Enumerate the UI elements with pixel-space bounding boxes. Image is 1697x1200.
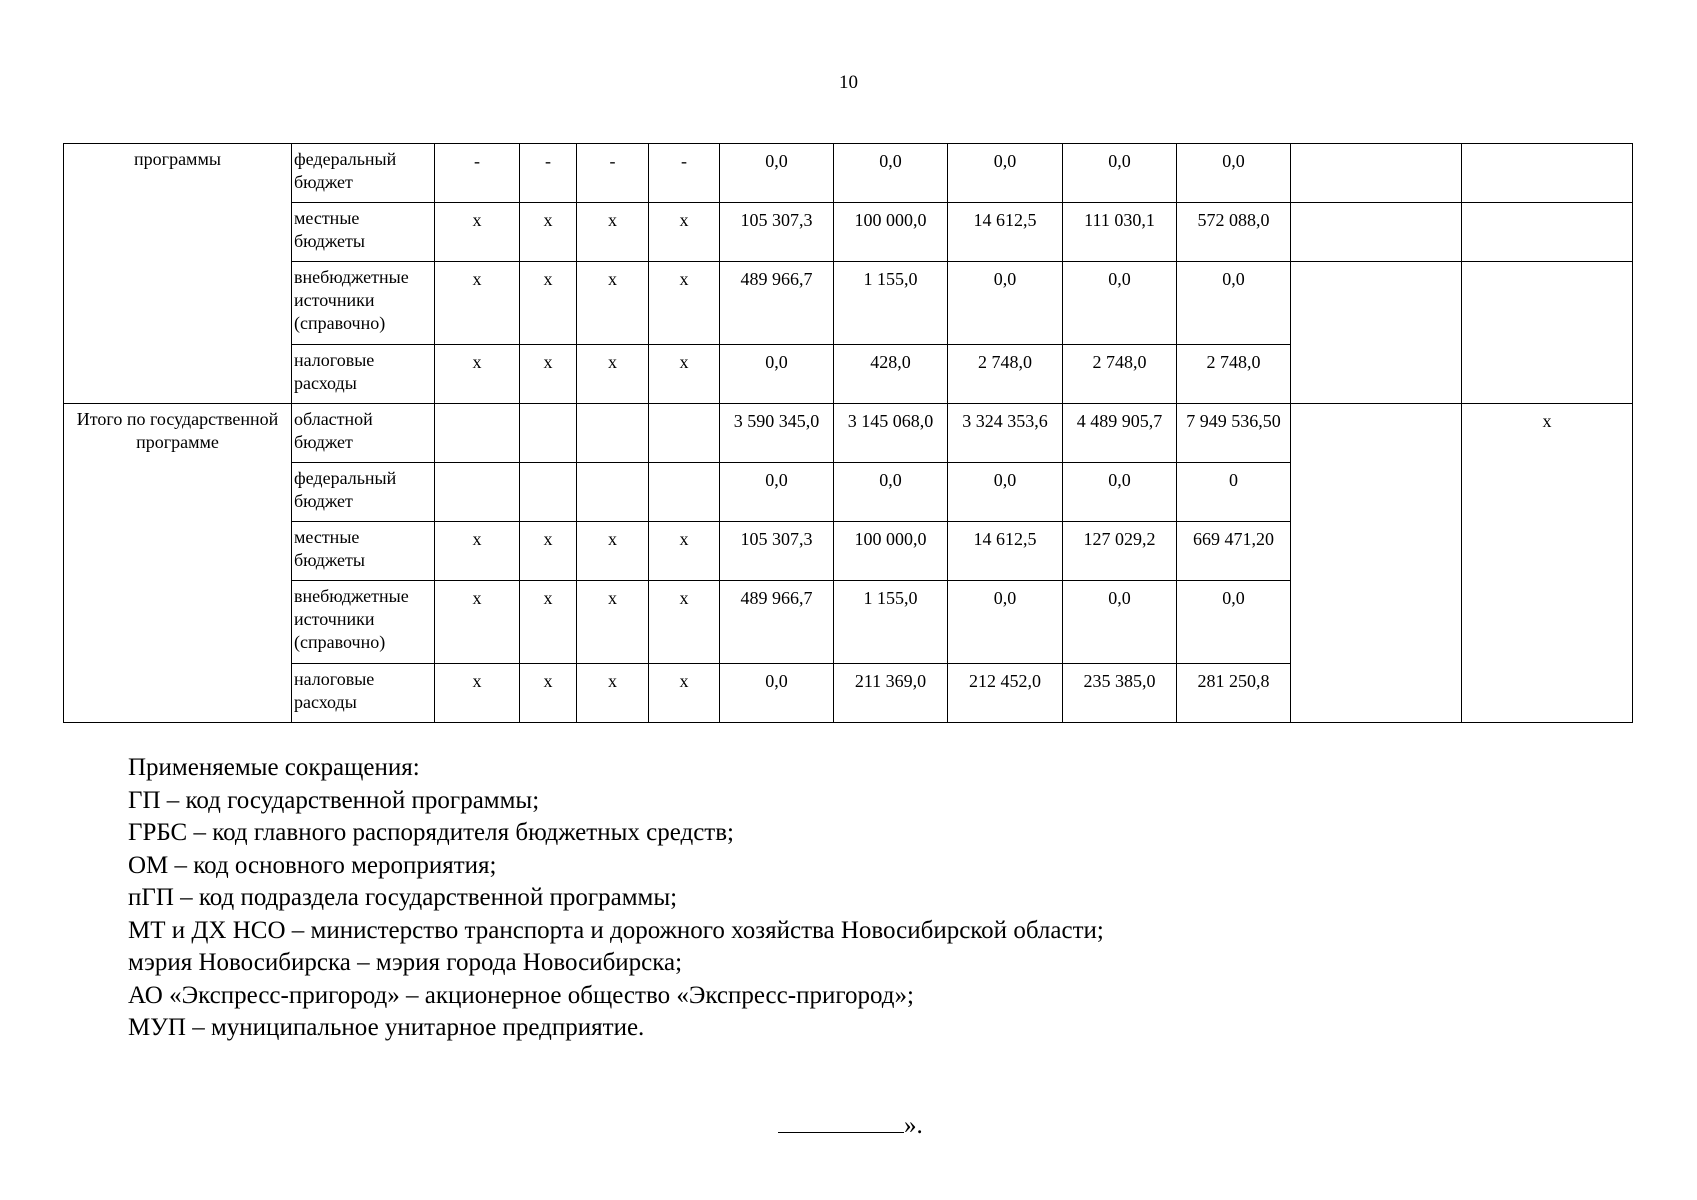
amount-cell: 3 590 345,0 — [720, 404, 834, 463]
code-cell: х — [435, 522, 520, 581]
closing-underline — [778, 1110, 904, 1133]
amount-cell: 0,0 — [948, 262, 1063, 345]
code-cell: х — [435, 581, 520, 664]
amount-cell: 0,0 — [1177, 262, 1291, 345]
amount-cell: 235 385,0 — [1063, 664, 1177, 723]
amount-cell: 0,0 — [720, 345, 834, 404]
amount-cell: 2 748,0 — [1063, 345, 1177, 404]
amount-cell: 0,0 — [720, 664, 834, 723]
result-mark-cell: х — [1462, 404, 1633, 723]
amount-cell: 0,0 — [1177, 144, 1291, 203]
budget-table — [63, 143, 1633, 723]
amount-cell: 100 000,0 — [834, 203, 948, 262]
code-cell: х — [520, 522, 577, 581]
code-cell: х — [577, 664, 649, 723]
amount-cell: 2 748,0 — [1177, 345, 1291, 404]
code-cell: х — [577, 262, 649, 345]
code-cell: х — [649, 345, 720, 404]
code-cell: х — [520, 203, 577, 262]
funding-source-cell: внебюджетные источники (справочно) — [292, 581, 435, 664]
code-cell: х — [577, 522, 649, 581]
amount-cell: 211 369,0 — [834, 664, 948, 723]
code-cell: х — [435, 262, 520, 345]
amount-cell: 3 145 068,0 — [834, 404, 948, 463]
code-cell — [577, 404, 649, 463]
amount-cell: 0,0 — [1063, 581, 1177, 664]
amount-cell: 0 — [1177, 463, 1291, 522]
code-cell: х — [649, 664, 720, 723]
code-cell — [577, 463, 649, 522]
abbreviation-item: АО «Экспресс-пригород» – акционерное общество «Экспресс-пригород»; — [128, 981, 914, 1009]
amount-cell: 0,0 — [834, 144, 948, 203]
funding-source-cell: местные бюджеты — [292, 203, 435, 262]
code-cell — [520, 463, 577, 522]
code-cell: х — [649, 522, 720, 581]
note-cell — [1291, 144, 1462, 203]
amount-cell: 105 307,3 — [720, 522, 834, 581]
abbreviation-item: ОМ – код основного мероприятия; — [128, 851, 497, 879]
table-row — [64, 404, 1633, 463]
amount-cell: 0,0 — [1177, 581, 1291, 664]
amount-cell: 0,0 — [1063, 262, 1177, 345]
page-number: 10 — [839, 72, 858, 93]
code-cell: - — [520, 144, 577, 203]
funding-source-cell: налоговые расходы — [292, 345, 435, 404]
note-cell — [1462, 203, 1633, 262]
code-cell: х — [435, 203, 520, 262]
closing-mark — [778, 1110, 923, 1140]
amount-cell: 572 088,0 — [1177, 203, 1291, 262]
abbreviations-heading: Применяемые сокращения: — [128, 754, 420, 781]
funding-source-cell: федеральный бюджет — [292, 463, 435, 522]
code-cell — [435, 404, 520, 463]
amount-cell: 2 748,0 — [948, 345, 1063, 404]
code-cell: х — [577, 203, 649, 262]
amount-cell: 0,0 — [948, 144, 1063, 203]
code-cell — [520, 404, 577, 463]
row-group-label: программы — [64, 144, 292, 404]
code-cell: х — [649, 581, 720, 664]
row-group-label: Итого по государственной программе — [64, 404, 292, 723]
amount-cell: 127 029,2 — [1063, 522, 1177, 581]
amount-cell: 0,0 — [1063, 463, 1177, 522]
abbreviation-item: пГП – код подраздела государственной программы; — [128, 884, 678, 911]
funding-source-cell: внебюджетные источники (справочно) — [292, 262, 435, 345]
amount-cell: 281 250,8 — [1177, 664, 1291, 723]
code-cell: х — [649, 203, 720, 262]
amount-cell: 0,0 — [948, 581, 1063, 664]
code-cell — [649, 463, 720, 522]
abbreviation-item: МТ и ДХ НСО – министерство транспорта и дорожного хозяйства Новосибирской области; — [128, 916, 1104, 944]
funding-source-cell: федеральный бюджет — [292, 144, 435, 203]
funding-source-cell: местные бюджеты — [292, 522, 435, 581]
amount-cell: 105 307,3 — [720, 203, 834, 262]
amount-cell: 0,0 — [720, 144, 834, 203]
amount-cell: 4 489 905,7 — [1063, 404, 1177, 463]
amount-cell: 3 324 353,6 — [948, 404, 1063, 463]
code-cell: - — [649, 144, 720, 203]
funding-source-cell: областной бюджет — [292, 404, 435, 463]
code-cell: - — [577, 144, 649, 203]
note-cell — [1462, 144, 1633, 203]
amount-cell: 14 612,5 — [948, 203, 1063, 262]
amount-cell: 1 155,0 — [834, 581, 948, 664]
note-cell — [1291, 203, 1462, 262]
amount-cell: 7 949 536,50 — [1177, 404, 1291, 463]
amount-cell: 212 452,0 — [948, 664, 1063, 723]
amount-cell: 1 155,0 — [834, 262, 948, 345]
amount-cell: 0,0 — [720, 463, 834, 522]
amount-cell: 0,0 — [948, 463, 1063, 522]
code-cell: х — [520, 664, 577, 723]
code-cell: х — [577, 581, 649, 664]
closing-quote: ». — [904, 1112, 923, 1139]
code-cell: х — [520, 262, 577, 345]
funding-source-cell: налоговые расходы — [292, 664, 435, 723]
note-cell — [1462, 262, 1633, 404]
abbreviation-item: мэрия Новосибирска – мэрия города Новосибирска; — [128, 949, 683, 976]
code-cell: - — [435, 144, 520, 203]
abbreviation-item: ГП – код государственной программы; — [128, 786, 540, 814]
amount-cell: 428,0 — [834, 345, 948, 404]
code-cell — [649, 404, 720, 463]
code-cell: х — [435, 664, 520, 723]
amount-cell: 14 612,5 — [948, 522, 1063, 581]
amount-cell: 111 030,1 — [1063, 203, 1177, 262]
amount-cell: 489 966,7 — [720, 262, 834, 345]
code-cell: х — [577, 345, 649, 404]
amount-cell: 100 000,0 — [834, 522, 948, 581]
amount-cell: 0,0 — [1063, 144, 1177, 203]
code-cell — [435, 463, 520, 522]
abbreviation-item: ГРБС – код главного распорядителя бюджетных средств; — [128, 819, 734, 846]
table-row — [64, 203, 1633, 262]
note-cell — [1291, 262, 1462, 404]
code-cell: х — [435, 345, 520, 404]
amount-cell: 489 966,7 — [720, 581, 834, 664]
table-row — [64, 262, 1633, 345]
code-cell: х — [520, 581, 577, 664]
amount-cell: 669 471,20 — [1177, 522, 1291, 581]
abbreviation-item: МУП – муниципальное унитарное предприятие. — [128, 1014, 645, 1041]
code-cell: х — [649, 262, 720, 345]
amount-cell: 0,0 — [834, 463, 948, 522]
code-cell: х — [520, 345, 577, 404]
table-row — [64, 144, 1633, 203]
abbreviations-block — [128, 752, 1104, 1045]
note-cell — [1291, 404, 1462, 723]
